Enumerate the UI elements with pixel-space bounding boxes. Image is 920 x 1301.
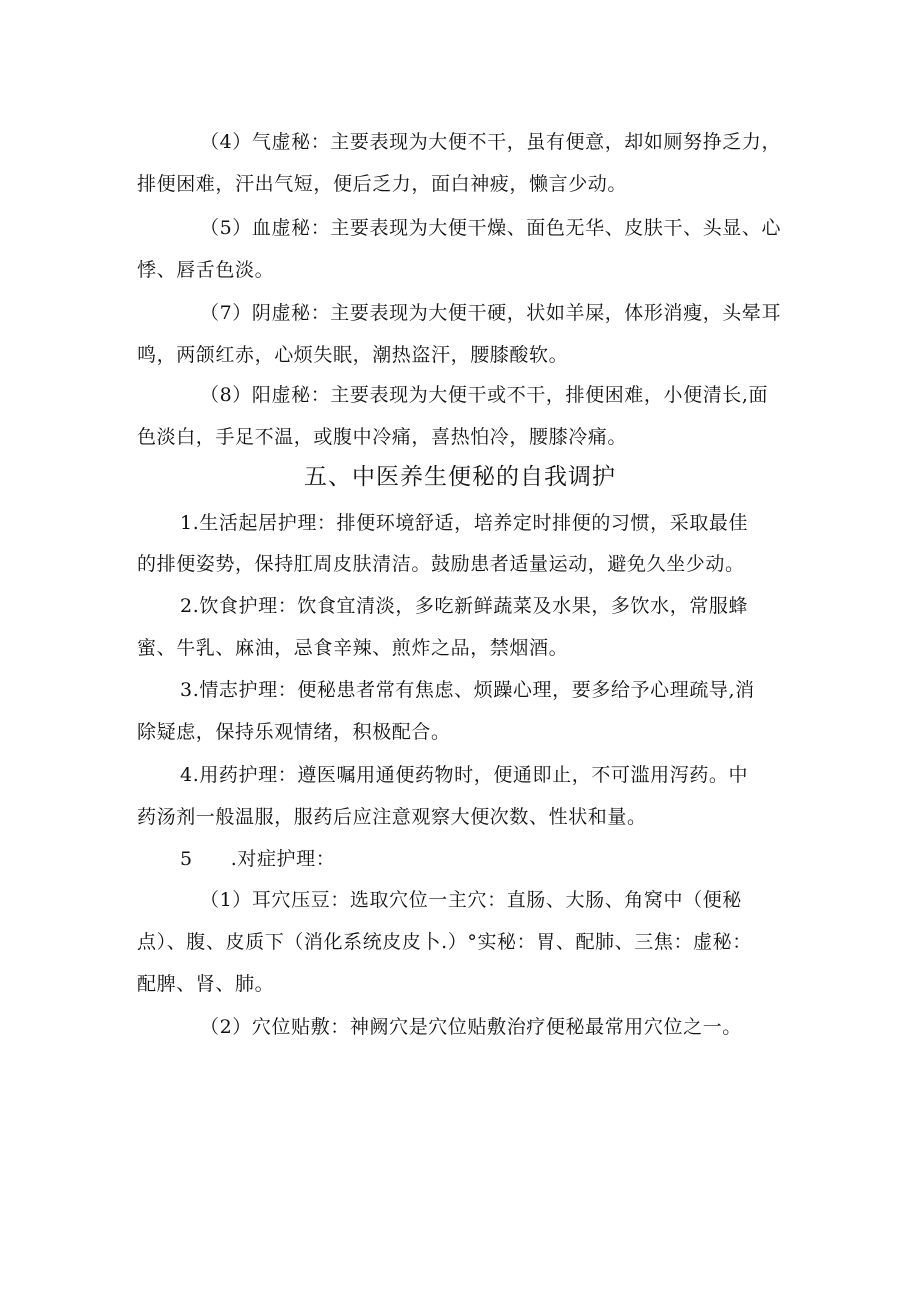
- paragraph-yang-deficiency-line-1: （8）阳虚秘：主要表现为大便干或不干，排便困难，小便清长,面: [200, 384, 769, 406]
- item-medication-line-2: 药汤剂一般温服，服药后应注意观察大便次数、性状和量。: [137, 806, 647, 828]
- sub-item-ear-acupoint-line-3: 配脾、肾、肺。: [137, 973, 275, 995]
- item-lifestyle-line-2: 的排便姿势，保持肛周皮肤清洁。鼓励患者适量运动，避免久坐少动。: [137, 553, 745, 575]
- item-emotion-line-1: 3.情志护理：便秘患者常有焦虑、烦躁心理，要多给予心理疏导,消: [180, 679, 755, 701]
- item-symptomatic-label: .对症护理：: [230, 848, 336, 870]
- paragraph-yin-deficiency-line-1: （7）阴虚秘：主要表现为大便干硬，状如羊屎，体形消瘦，头晕耳: [200, 302, 782, 324]
- item-symptomatic-number: 5: [180, 848, 193, 870]
- item-emotion-line-2: 除疑虑，保持乐观情绪，积极配合。: [137, 721, 451, 743]
- item-lifestyle-line-1: 1.生活起居护理：排便环境舒适，培养定时排便的习惯，采取最佳: [180, 512, 749, 534]
- paragraph-blood-deficiency-line-2: 悸、唇舌色淡。: [137, 259, 275, 281]
- paragraph-yang-deficiency-line-2: 色淡白，手足不温，或腹中冷痛，喜热怕冷，腰膝冷痛。: [137, 426, 628, 448]
- section-heading: 五、中医养生便秘的自我调护: [304, 464, 616, 490]
- item-symptomatic-care: [180, 847, 335, 871]
- sub-item-ear-acupoint-line-1: （1）耳穴压豆：选取穴位一主穴：直肠、大肠、角窝中（便秘: [200, 889, 742, 911]
- item-diet-line-1: 2.饮食护理：饮食宜清淡，多吃新鲜蔬菜及水果，多饮水，常服蜂: [180, 595, 749, 617]
- paragraph-qi-deficiency-line-2: 排便困难，汗出气短，便后乏力，面白神疲，懒言少动。: [137, 173, 628, 195]
- paragraph-qi-deficiency-line-1: （4）气虚秘：主要表现为大便不干，虽有便意，却如厕努挣乏力，: [200, 131, 782, 153]
- item-medication-line-1: 4.用药护理：遵医嘱用通便药物时，便通即止，不可滥用泻药。中: [180, 764, 749, 786]
- item-diet-line-2: 蜜、牛乳、麻油，忌食辛辣、煎炸之品，禁烟酒。: [137, 637, 569, 659]
- paragraph-blood-deficiency-line-1: （5）血虚秘：主要表现为大便干燥、面色无华、皮肤干、头显、心: [200, 217, 782, 239]
- sub-item-ear-acupoint-line-2: 点）、腹、皮质下（消化系统皮皮卜.）°实秘：胃、配肺、三焦：虚秘：: [137, 931, 752, 953]
- paragraph-yin-deficiency-line-2: 鸣，两颌红赤，心烦失眠，潮热盗汗，腰膝酸软。: [137, 344, 569, 366]
- sub-item-acupoint-application: （2）穴位贴敷：神阙穴是穴位贴敷治疗便秘最常用穴位之一。: [200, 1016, 742, 1038]
